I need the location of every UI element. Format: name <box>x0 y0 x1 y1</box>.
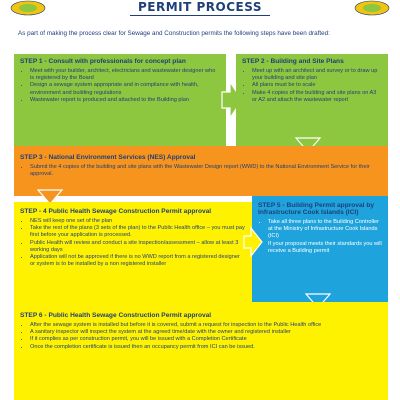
step-2-title: STEP 2 - Building and Site Plans <box>242 58 344 65</box>
step-6-list <box>20 322 382 351</box>
step-3-list <box>20 164 382 178</box>
intro-text: As part of making the process clear for Sewage and Construction permits the following steps have been drafted: <box>18 30 330 37</box>
step-4-box <box>14 202 252 302</box>
title-underline <box>130 15 270 16</box>
page-title: PERMIT PROCESS <box>138 0 262 14</box>
step-3-item: • Submit the 4 copies of the building and site plans with the Wastewater Design report (WWD) to the National Environment Service for their approval. <box>30 164 382 178</box>
step-2-list <box>242 68 382 104</box>
step-5-item: • Take all three plans to the Building Controller at the Ministry of Infrastructure Cook Islands (ICI) <box>268 219 382 241</box>
step-1-title: STEP 1 - Consult with professionals for concept plan <box>20 58 186 65</box>
step-5-list <box>258 219 382 255</box>
step-1-list <box>20 68 220 104</box>
logo-left <box>10 0 46 16</box>
step-4-item: • Take the rest of the plans (3 sets of the plan) to the Public Health office – you must pay first before your application is processed. <box>30 225 246 239</box>
step-3-box <box>14 146 388 196</box>
step-4-title: STEP - 4 Public Health Sewage Construction Permit approval <box>20 208 212 215</box>
step-2-item: • All plans must be to scale <box>252 82 382 89</box>
step-6-box <box>14 302 388 400</box>
step-5-title: STEP 5 - Building Permit approval by Infrastructure Cook Islands (ICI) <box>258 202 375 216</box>
step-4-list <box>20 218 246 268</box>
step-5-item: • If your proposal meets their standards you will receive a Building permit <box>268 241 382 255</box>
step-2-item: • Make 4 copies of the building and site plans on A3 or A2 and attach the wastewater report <box>252 90 382 104</box>
step-6-item: • A sanitary inspector will inspect the system at the agreed time/date with the owner and registered installer <box>30 329 382 336</box>
step-1-item: • Meet with your builder, architect, electricians and wastewater designer who is registered by the Board <box>30 68 220 82</box>
step-6-title: STEP 6 - Public Health Sewage Construction Permit approval <box>20 312 212 319</box>
step-1-item: • Wastewater report is produced and attached to the Building plan <box>30 97 220 104</box>
step-6-item: • Once the completion certificate is issued then an occupancy permit from ICI can be issued. <box>30 344 382 351</box>
logo-right <box>354 0 390 16</box>
step-6-item: • If it complies as per construction permit, you will be issued with a Completion Certificate <box>30 336 382 343</box>
step-1-box <box>14 54 226 146</box>
step-2-box <box>236 54 388 146</box>
step-6-item: • After the sewage system is installed but before it is covered, submit a request for inspection to the Public Health office <box>30 322 382 329</box>
step-4-item: • NES will keep one set of the plan <box>30 218 246 225</box>
step-4-item: • Public Health will review and conduct a site inspection/assessment – allow at least 3 working days <box>30 240 246 254</box>
arrow-step4-to-step5 <box>244 226 262 258</box>
step-3-title: STEP 3 - National Environment Services (NES) Approval <box>20 154 196 161</box>
step-2-item: • Meet up with an architect and survey or to draw up your building and site plan <box>252 68 382 82</box>
step-4-item: • Application will not be approved if there is no WWD report from a registered designer or system is to be installed by a non registered installer <box>30 254 246 268</box>
step-1-item: • Design a sewage system appropriate and in compliance with health, environment and building regulations <box>30 82 220 96</box>
step-5-box <box>252 196 388 302</box>
